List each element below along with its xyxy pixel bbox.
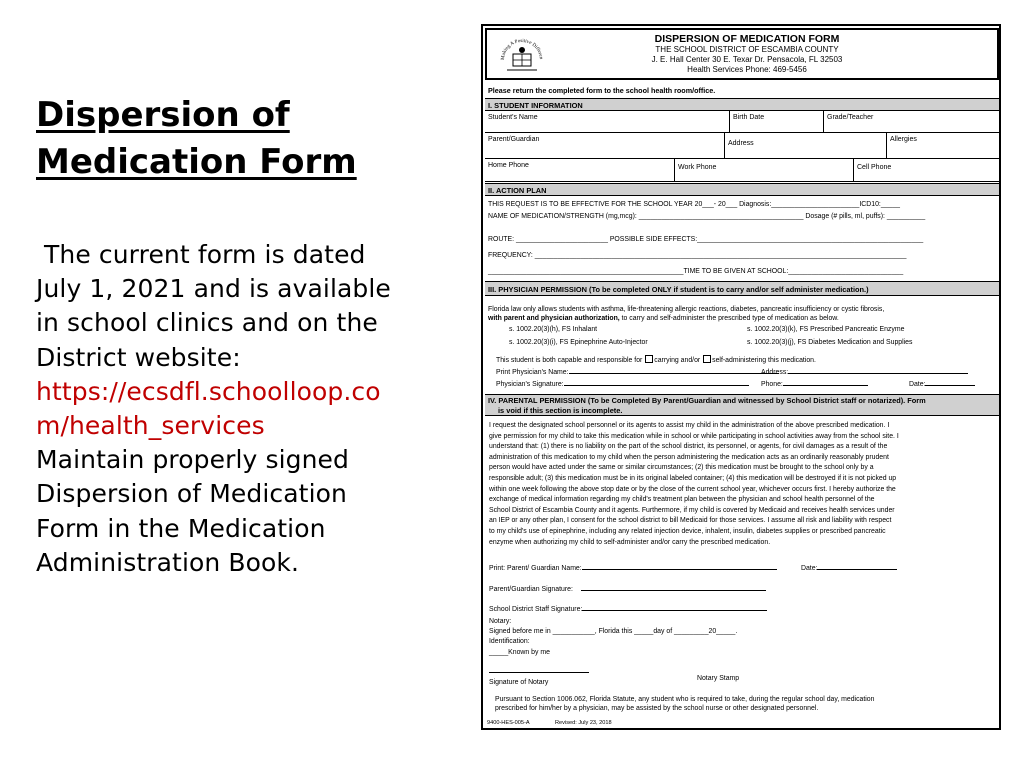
physician-text-rest: to carry and self-administer the prescribed type of medication as below. <box>619 315 839 322</box>
action-plan-line: FREQUENCY: _________________________________________________________________________________________________ <box>488 252 907 259</box>
birth-date-field: Birth Date <box>729 111 767 132</box>
consent-line: administration of this medication to my child when the person administering the medication acts as an ordinarily reasonably prudent <box>489 453 889 461</box>
notary-stamp-label: Notary Stamp <box>697 675 740 682</box>
notary-signature-rule <box>489 672 589 673</box>
notary-label: Notary: <box>489 618 512 625</box>
parent-guardian-field: Parent/Guardian <box>488 136 540 143</box>
body-line: July 1, 2021 and is available <box>36 274 391 304</box>
return-note: Please return the completed form to the school health room/office. <box>488 86 716 95</box>
physician-address-line <box>761 366 968 377</box>
parental-title-line: IV. PARENTAL PERMISSION (To be Completed By Parent/Guardian and witnessed by School District staff or notarized). Form <box>488 396 926 405</box>
slide-body <box>36 238 456 580</box>
grade-teacher-field: Grade/Teacher <box>823 111 876 132</box>
body-line: The current form is dated <box>36 240 366 269</box>
parent-signature-label: Parent/Guardian Signature: <box>489 586 573 593</box>
form-row <box>485 111 999 133</box>
section-action-plan: II. ACTION PLAN <box>485 183 999 196</box>
form-revised: Revised: July 23, 2018 <box>555 720 612 726</box>
staff-signature-label: School District Staff Signature: <box>489 606 583 613</box>
student-name-field: Student's Name <box>488 114 538 121</box>
consent-line: understand that: (1) there is no liability on the part of the school district, its personnel, or agents, for civil damages as a result of the <box>489 443 888 451</box>
body-line: in school clinics and on the <box>36 308 378 338</box>
physician-signature-line <box>496 378 749 389</box>
website-link[interactable]: m/health_services <box>36 411 265 441</box>
physician-phone-label: Phone: <box>761 381 783 388</box>
slide-title <box>36 92 456 186</box>
carry-checkbox <box>645 355 653 363</box>
physician-text <box>488 314 839 323</box>
action-plan-line: NAME OF MEDICATION/STRENGTH (mg,mcg): ___________________________________________ Dosage (# pills, ml, puffs): __________ <box>488 213 926 220</box>
carry-label: carrying and/or <box>654 357 701 364</box>
capable-text: This student is both capable and responsible for <box>496 357 643 364</box>
parental-title-line: is void if this section is incomplete. <box>498 406 623 415</box>
website-link[interactable]: https://ecsdfl.schoolloop.co <box>36 376 381 406</box>
statute-item: s. 1002.20(3)(j), FS Diabetes Medication and Supplies <box>747 339 913 346</box>
form-district: THE SCHOOL DISTRICT OF ESCAMBIA COUNTY <box>655 45 839 54</box>
form-row <box>485 159 999 182</box>
consent-line: within one week following the above stop date or by the close of the current school year, whichever occurs first. I hereby authorize the <box>489 485 896 493</box>
pursuant-text: Pursuant to Section 1006.062, Florida Statute, any student who is required to take, during the regular school day, medication <box>495 696 875 703</box>
medication-form-image <box>481 24 1001 730</box>
known-by-line: _____Known by me <box>489 649 550 656</box>
physician-signature-label: Physician's Signature: <box>496 381 564 388</box>
staff-signature-line <box>489 603 767 614</box>
statute-item: s. 1002.20(3)(k), FS Prescribed Pancreatic Enzyme <box>747 326 905 333</box>
consent-line: to my child's use of epinephrine, including any related injection device, inhalent, insulin, diabetes supplies or prescribed pancreatic <box>489 528 886 535</box>
action-plan-line: THIS REQUEST IS TO BE EFFECTIVE FOR THE SCHOOL YEAR 20___- 20___ Diagnosis:_______________________ICD10:_____ <box>488 201 901 208</box>
physician-text-bold: with parent and physician authorization, <box>488 315 620 322</box>
form-header-text <box>587 33 907 75</box>
statute-item: s. 1002.20(3)(i), FS Epinephrine Auto-Injector <box>509 339 648 346</box>
body-line: Dispersion of Medication <box>36 479 347 509</box>
physician-name-line <box>496 366 779 377</box>
self-admin-label: self-administering this medication. <box>712 357 816 364</box>
parent-signature-line <box>489 583 766 594</box>
body-line: District website: <box>36 342 241 372</box>
parent-name-line <box>489 562 777 573</box>
consent-line: School District of Escambia County and it agents. Furthermore, if my child is covered by Medicaid and receives health services under <box>489 506 895 514</box>
seal-motto: Making A Positive Differen <box>500 38 544 61</box>
physician-name-label: Print Physician's Name: <box>496 369 569 376</box>
physician-text: Florida law only allows students with asthma, life-threatening allergic reactions, diabetes, pancreatic insufficiency or cystic fibrosis, <box>488 306 885 313</box>
self-admin-checkbox <box>703 355 711 363</box>
identification-label: Identification: <box>489 638 530 645</box>
parent-date-label: Date: <box>801 565 818 572</box>
consent-line: exchange of medical information regarding my child's treatment plan between the physician and school health personnel of the <box>489 496 875 504</box>
body-line: Form in the Medication <box>36 513 326 543</box>
section-physician-permission: III. PHYSICIAN PERMISSION (To be completed ONLY if student is to carry and/or self administer medication.) <box>485 281 999 296</box>
notary-signature-label: Signature of Notary <box>489 679 549 686</box>
district-seal-icon <box>495 34 549 74</box>
form-title: DISPERSION OF MEDICATION FORM <box>654 33 840 45</box>
parent-date-line <box>801 562 897 573</box>
form-header <box>485 28 999 80</box>
pursuant-text: prescribed for him/her by a physician, may be assisted by the school nurse or other designated personnel. <box>495 705 819 712</box>
physician-phone-line <box>761 378 868 389</box>
consent-line: an IEP or any other plan, I consent for the school district to bill Medicaid for those services. I assume all risk and liability with respect <box>489 517 892 525</box>
svg-text:Making A Positive Difference <box>495 34 543 60</box>
slide-title-line-1: Dispersion of <box>36 95 290 135</box>
signed-before-line: Signed before me in ___________, Florida this _____day of _________20_____. <box>489 628 738 635</box>
physician-date-label: Date: <box>909 381 926 388</box>
consent-line: responsible adult; (3) this medication must be in its original labeled container; (4) this medication will be destroyed if it is not picked up <box>489 475 897 482</box>
slide-title-line-2: Medication Form <box>36 142 357 182</box>
form-dept: Health Services Phone: 469-5456 <box>687 65 807 74</box>
cell-phone-field: Cell Phone <box>853 159 894 181</box>
physician-date-line <box>909 378 975 389</box>
parent-name-label: Print: Parent/ Guardian Name: <box>489 565 582 572</box>
form-code: 9400-HES-005-A <box>487 720 530 726</box>
consent-line: give permission for my child to take this medication while in school or while participating in school activities away from the school site. I <box>489 432 899 440</box>
home-phone-field: Home Phone <box>488 162 529 169</box>
action-plan-line: ___________________________________________________TIME TO BE GIVEN AT SCHOOL:______________________________ <box>488 268 904 275</box>
action-plan-line: ROUTE: ________________________ POSSIBLE SIDE EFFECTS:___________________________________________________________ <box>488 236 924 243</box>
form-row <box>485 133 999 159</box>
work-phone-field: Work Phone <box>674 159 719 181</box>
address-field: Address <box>724 133 757 158</box>
statute-item: s. 1002.20(3)(h), FS Inhalant <box>509 326 598 333</box>
physician-address-label: Address: <box>761 369 789 376</box>
slide-text-panel <box>36 92 456 580</box>
section-parental-permission <box>485 394 999 416</box>
consent-line: enzyme when authorizing my child to self-administer and/or carry the prescribed medication. <box>489 538 771 546</box>
body-line: Administration Book. <box>36 547 300 577</box>
body-line: Maintain properly signed <box>36 445 349 475</box>
consent-line: person would have acted under the same or similar circumstances; (2) this medication must be brought to the school only by a <box>489 464 874 472</box>
consent-line: I request the designated school personnel or its agents to assist my child in the administration of the above prescribed medication. I <box>489 422 890 429</box>
capable-line <box>496 355 816 365</box>
section-student-info: I. STUDENT INFORMATION <box>485 98 999 111</box>
allergies-field: Allergies <box>886 133 920 158</box>
form-address: J. E. Hall Center 30 E. Texar Dr. Pensacola, FL 32503 <box>651 55 843 64</box>
